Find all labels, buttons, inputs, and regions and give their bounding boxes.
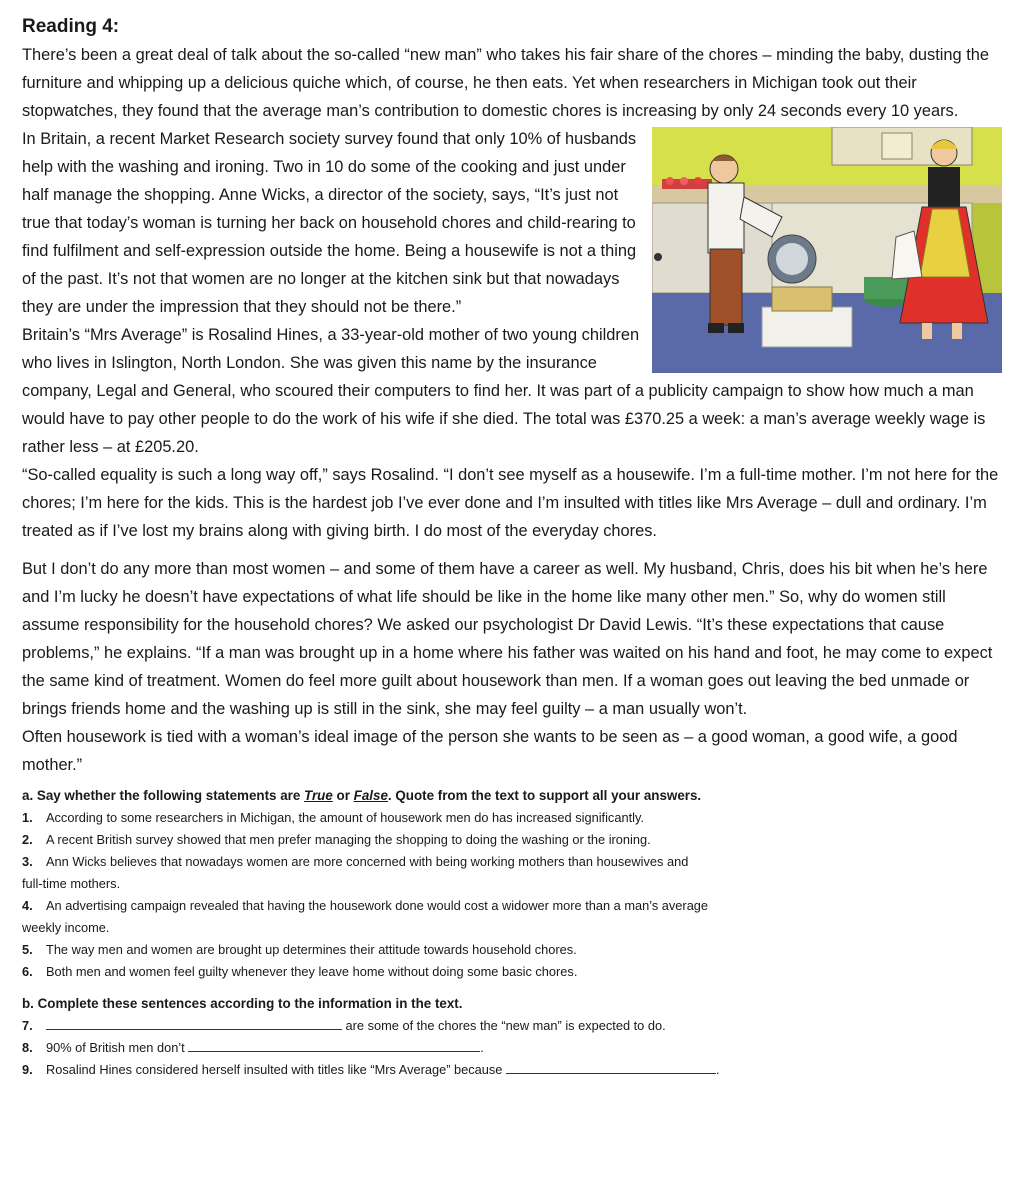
question-9 (22, 1059, 1002, 1081)
paragraph-3: Britain’s “Mrs Average” is Rosalind Hines, a 33-year-old mother of two young children who lives in Islington, North London. She was given this name by the insurance company, Legal and General, who scoured their computers to find her. It was part of a publicity campaign to show how much a man would have to pay other people to do the work of his wife if she died. The total was £370.25 a week: a man’s average weekly wage is rather less – at £205.20. (22, 326, 986, 456)
question-number: 5. (22, 942, 33, 957)
kitchen-illustration (652, 127, 1002, 373)
question-after: are some of the chores the “new man” is expected to do. (342, 1018, 666, 1033)
question-5 (22, 939, 1002, 961)
paragraph-6: Often housework is tied with a woman’s ideal image of the person she wants to be seen as – a good woman, a good wife, a good mother.” (22, 728, 958, 774)
false-word: False (353, 788, 388, 803)
question-before: Rosalind Hines considered herself insulted with titles like “Mrs Average” because (46, 1062, 506, 1077)
question-7 (22, 1015, 1002, 1037)
question-text: The way men and women are brought up determines their attitude towards household chores. (46, 942, 577, 957)
section-a-instruction (22, 785, 1002, 807)
question-number: 6. (22, 964, 33, 979)
answer-blank-8[interactable] (188, 1039, 480, 1052)
section-a-instruction-pre: a. Say whether the following statements are (22, 788, 305, 803)
question-4-continued: weekly income. (22, 920, 110, 935)
question-4 (22, 895, 1002, 917)
question-3-continued: full-time mothers. (22, 876, 121, 891)
paragraph-1: There’s been a great deal of talk about the so-called “new man” who takes his fair share of the chores – minding the baby, dusting the furniture and whipping up a delicious quiche which, of course, he then eats. Yet when researchers in Michigan took out their stopwatches, they found that the average man’s contribution to domestic chores is increasing by only 24 seconds every 10 years. (22, 46, 990, 120)
question-text: According to some researchers in Michigan, the amount of housework men do has increased significantly. (46, 810, 644, 825)
section-a-instruction-post: . Quote from the text to support all your answers. (387, 788, 702, 803)
question-number: 1. (22, 810, 33, 825)
paragraph-2: In Britain, a recent Market Research society survey found that only 10% of husbands help with the washing and ironing. Two in 10 do some of the cooking and just under half manage the shopping. Anne Wicks, a director of the society, says, “It’s just not true that today’s woman is turning her back on household chores and child-rearing to find fulfilment and self-expression outside the home. Being a housewife is not a thing of the past. It’s not that women are no longer at the kitchen sink but that nowadays they are under the impression that they should not be there.” (22, 130, 637, 316)
illustrated-section (22, 125, 1002, 461)
question-number: 9. (22, 1062, 33, 1077)
question-8 (22, 1037, 1002, 1059)
question-2 (22, 829, 1002, 851)
question-6 (22, 961, 1002, 983)
question-1 (22, 807, 1002, 829)
true-word: True (304, 788, 333, 803)
question-number: 8. (22, 1040, 33, 1055)
question-number: 2. (22, 832, 33, 847)
paragraph-gap (22, 545, 1002, 555)
answer-blank-7[interactable] (46, 1017, 342, 1030)
question-after: . (480, 1040, 484, 1055)
paragraph-4: “So-called equality is such a long way off,” says Rosalind. “I don’t see myself as a housewife. I’m a full-time mother. I’m not here for the chores; I’m here for the kids. This is the hardest job I’ve ever done and I’m insulted with titles like Mrs Average – dull and ordinary. I’m treated as if I’ve lost my brains along with giving birth. I do most of the everyday chores. (22, 466, 999, 540)
question-number: 4. (22, 898, 33, 913)
paragraph-5: But I don’t do any more than most women – and some of them have a career as well. My husband, Chris, does his bit when he’s here and I’m lucky he doesn’t have expectations of what life should be like in the home like many other men.” So, why do women still assume responsibility for the household chores? We asked our psychologist Dr David Lewis. “It’s these expectations that cause problems,” he explains. “If a man was brought up in a home where his father was waited on his hand and foot, he may come to expect the same kind of treatment. Women do feel more guilt about housework than men. If a woman goes out leaving the bed unmade or brings friends home and the washing up is still in the sink, she may feel guilty – a man usually won’t. (22, 560, 993, 718)
question-number: 7. (22, 1018, 33, 1033)
question-3 (22, 851, 1002, 873)
question-before: 90% of British men don’t (46, 1040, 189, 1055)
question-text: An advertising campaign revealed that having the housework done would cost a widower more than a man’s average (46, 898, 709, 913)
question-text: Ann Wicks believes that nowadays women are more concerned with being working mothers than housewives and (46, 854, 689, 869)
question-number: 3. (22, 854, 33, 869)
question-after: . (715, 1062, 720, 1077)
kitchen-illustration-svg (652, 127, 1002, 373)
question-text: Both men and women feel guilty whenever they leave home without doing some basic chores. (46, 964, 578, 979)
question-text: A recent British survey showed that men prefer managing the shopping to doing the washing or the ironing. (46, 832, 651, 847)
section-b-instruction: b. Complete these sentences according to the information in the text. (22, 996, 463, 1011)
answer-blank-9[interactable] (506, 1061, 716, 1074)
reading-heading: Reading 4: (22, 16, 120, 37)
or-word: or (332, 788, 354, 803)
